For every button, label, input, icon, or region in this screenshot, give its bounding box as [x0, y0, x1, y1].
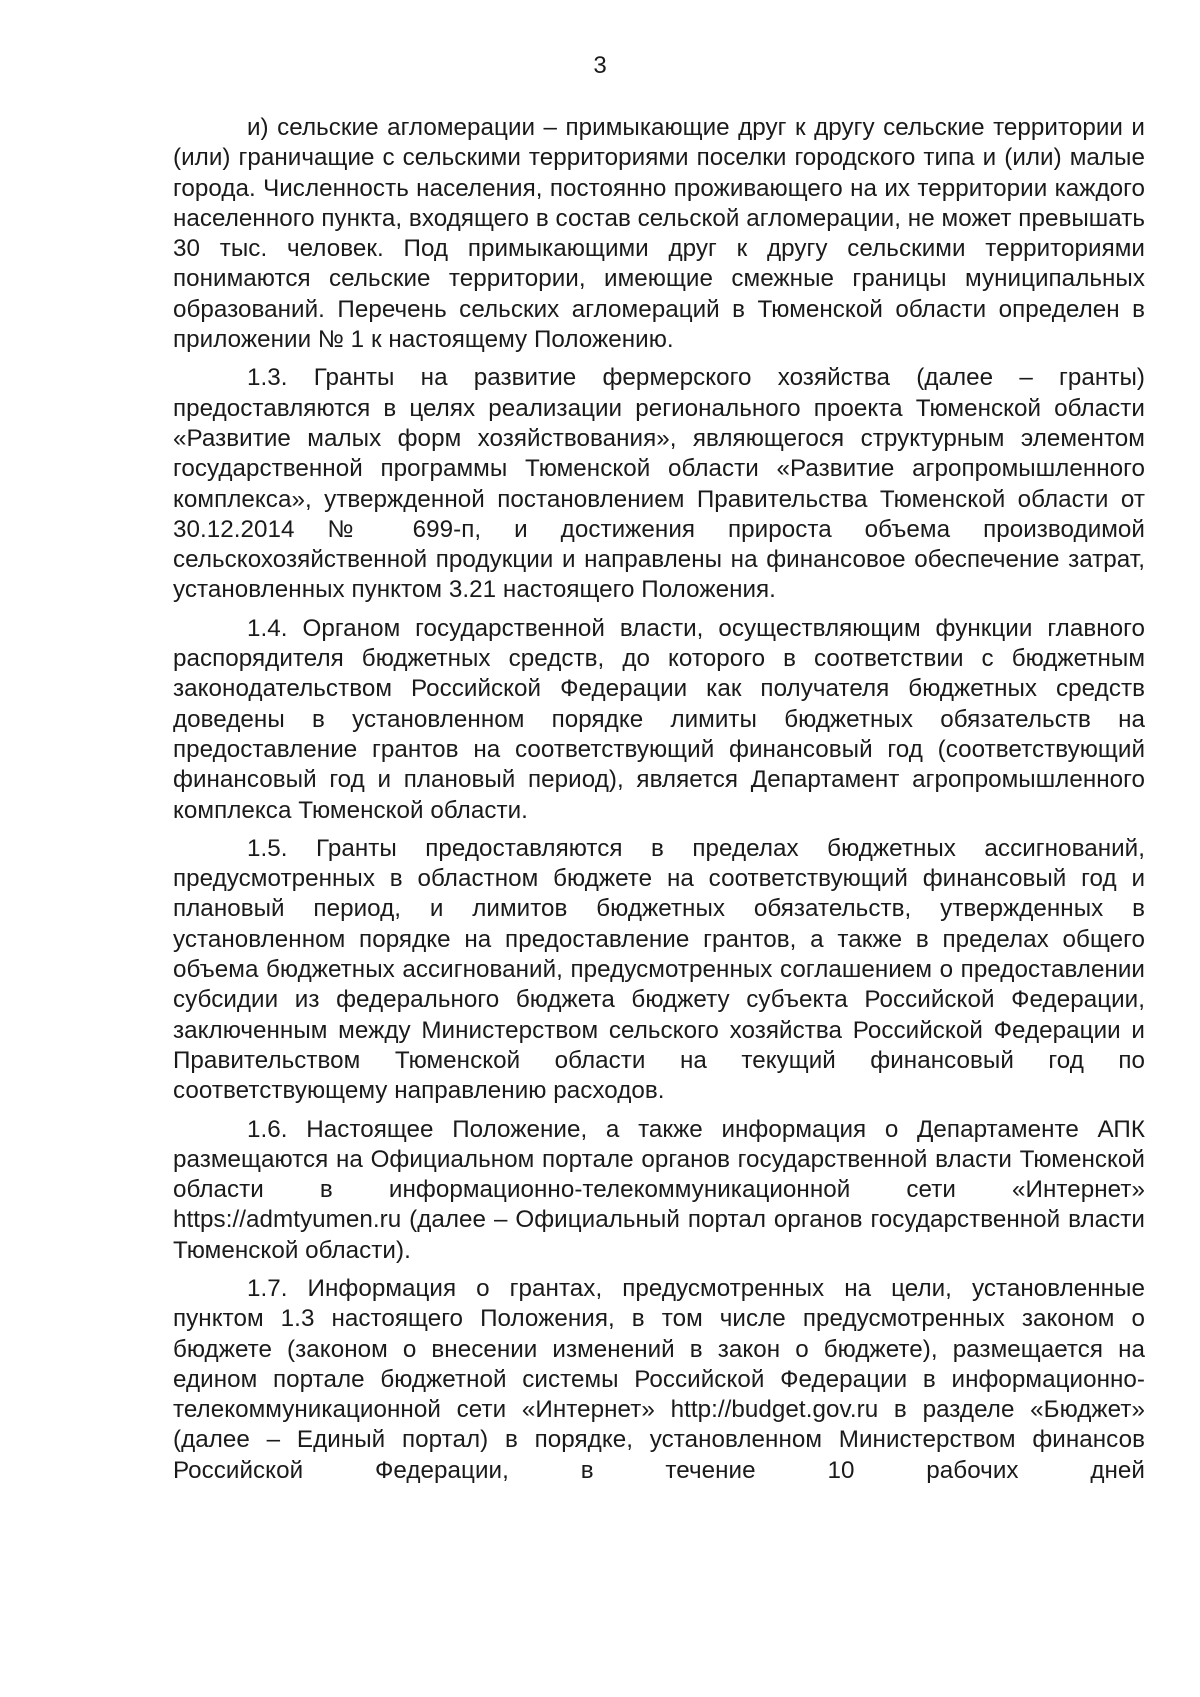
- paragraph-1-3-grants: 1.3. Гранты на развитие фермерского хозяйства (далее – гранты) предоставляются в целях реализации регионального проекта Тюменской области «Развитие малых форм хозяйствования», являющегося структурным элементом государственной программы Тюменской области «Развитие агропромышленного комплекса», утвержденной постановлением Правительства Тюменской области от 30.12.2014 № 699-п, и достижения прироста объема производимой сельскохозяйственной продукции и направлены на финансовое обеспечение затрат, установленных пунктом 3.21 настоящего Положения.: [173, 364, 1145, 604]
- paragraph-1-5-budget-limits: 1.5. Гранты предоставляются в пределах бюджетных ассигнований, предусмотренных в областном бюджете на соответствующий финансовый год и плановый период, и лимитов бюджетных обязательств, утвержденных в установленном порядке на предоставление грантов, а также в пределах общего объема бюджетных ассигнований, предусмотренных соглашением о предоставлении субсидии из федерального бюджета бюджету субъекта Российской Федерации, заключенным между Министерством сельского хозяйства Российской Федерации и Правительством Тюменской области на текущий финансовый год по соответствующему направлению расходов.: [173, 834, 1145, 1105]
- paragraph-1-4-authority: 1.4. Органом государственной власти, осуществляющим функции главного распорядителя бюджетных средств, до которого в соответствии с бюджетным законодательством Российской Федерации как получателя бюджетных средств доведены в установленном порядке лимиты бюджетных обязательств на предоставление грантов на соответствующий финансовый год (соответствующий финансовый год и плановый период), является Департамент агропромышленного комплекса Тюменской области.: [173, 614, 1145, 824]
- paragraph-1-6-official-portal: 1.6. Настоящее Положение, а также информация о Департаменте АПК размещаются на Официальном портале органов государственной власти Тюменской области в информационно-телекоммуникационной сети «Интернет» https://admtyumen.ru (далее – Официальный портал органов государственной власти Тюменской области).: [173, 1115, 1145, 1264]
- paragraph-i-rural-agglomerations: и) сельские агломерации – примыкающие друг к другу сельские территории и (или) граничащие с сельскими территориями поселки городского типа и (или) малые города. Численность населения, постоянно проживающего на их территории каждого населенного пункта, входящего в состав сельской агломерации, не может превышать 30 тыс. человек. Под примыкающими друг к другу сельскими территориями понимаются сельские территории, имеющие смежные границы муниципальных образований. Перечень сельских агломераций в Тюменской области определен в приложении № 1 к настоящему Положению.: [173, 114, 1145, 354]
- document-body: [173, 113, 1145, 1486]
- paragraph-1-7-unified-portal: 1.7. Информация о грантах, предусмотренных на цели, установленные пунктом 1.3 настоящего Положения, в том числе предусмотренных законом о бюджете (законом о внесении изменений в закон о бюджете), размещается на едином портале бюджетной системы Российской Федерации в информационно-телекоммуникационной сети «Интернет» http://budget.gov.ru в разделе «Бюджет» (далее – Единый портал) в порядке, установленном Министерством финансов Российской Федерации, в течение 10 рабочих дней: [173, 1274, 1145, 1484]
- page-number: 3: [593, 52, 607, 79]
